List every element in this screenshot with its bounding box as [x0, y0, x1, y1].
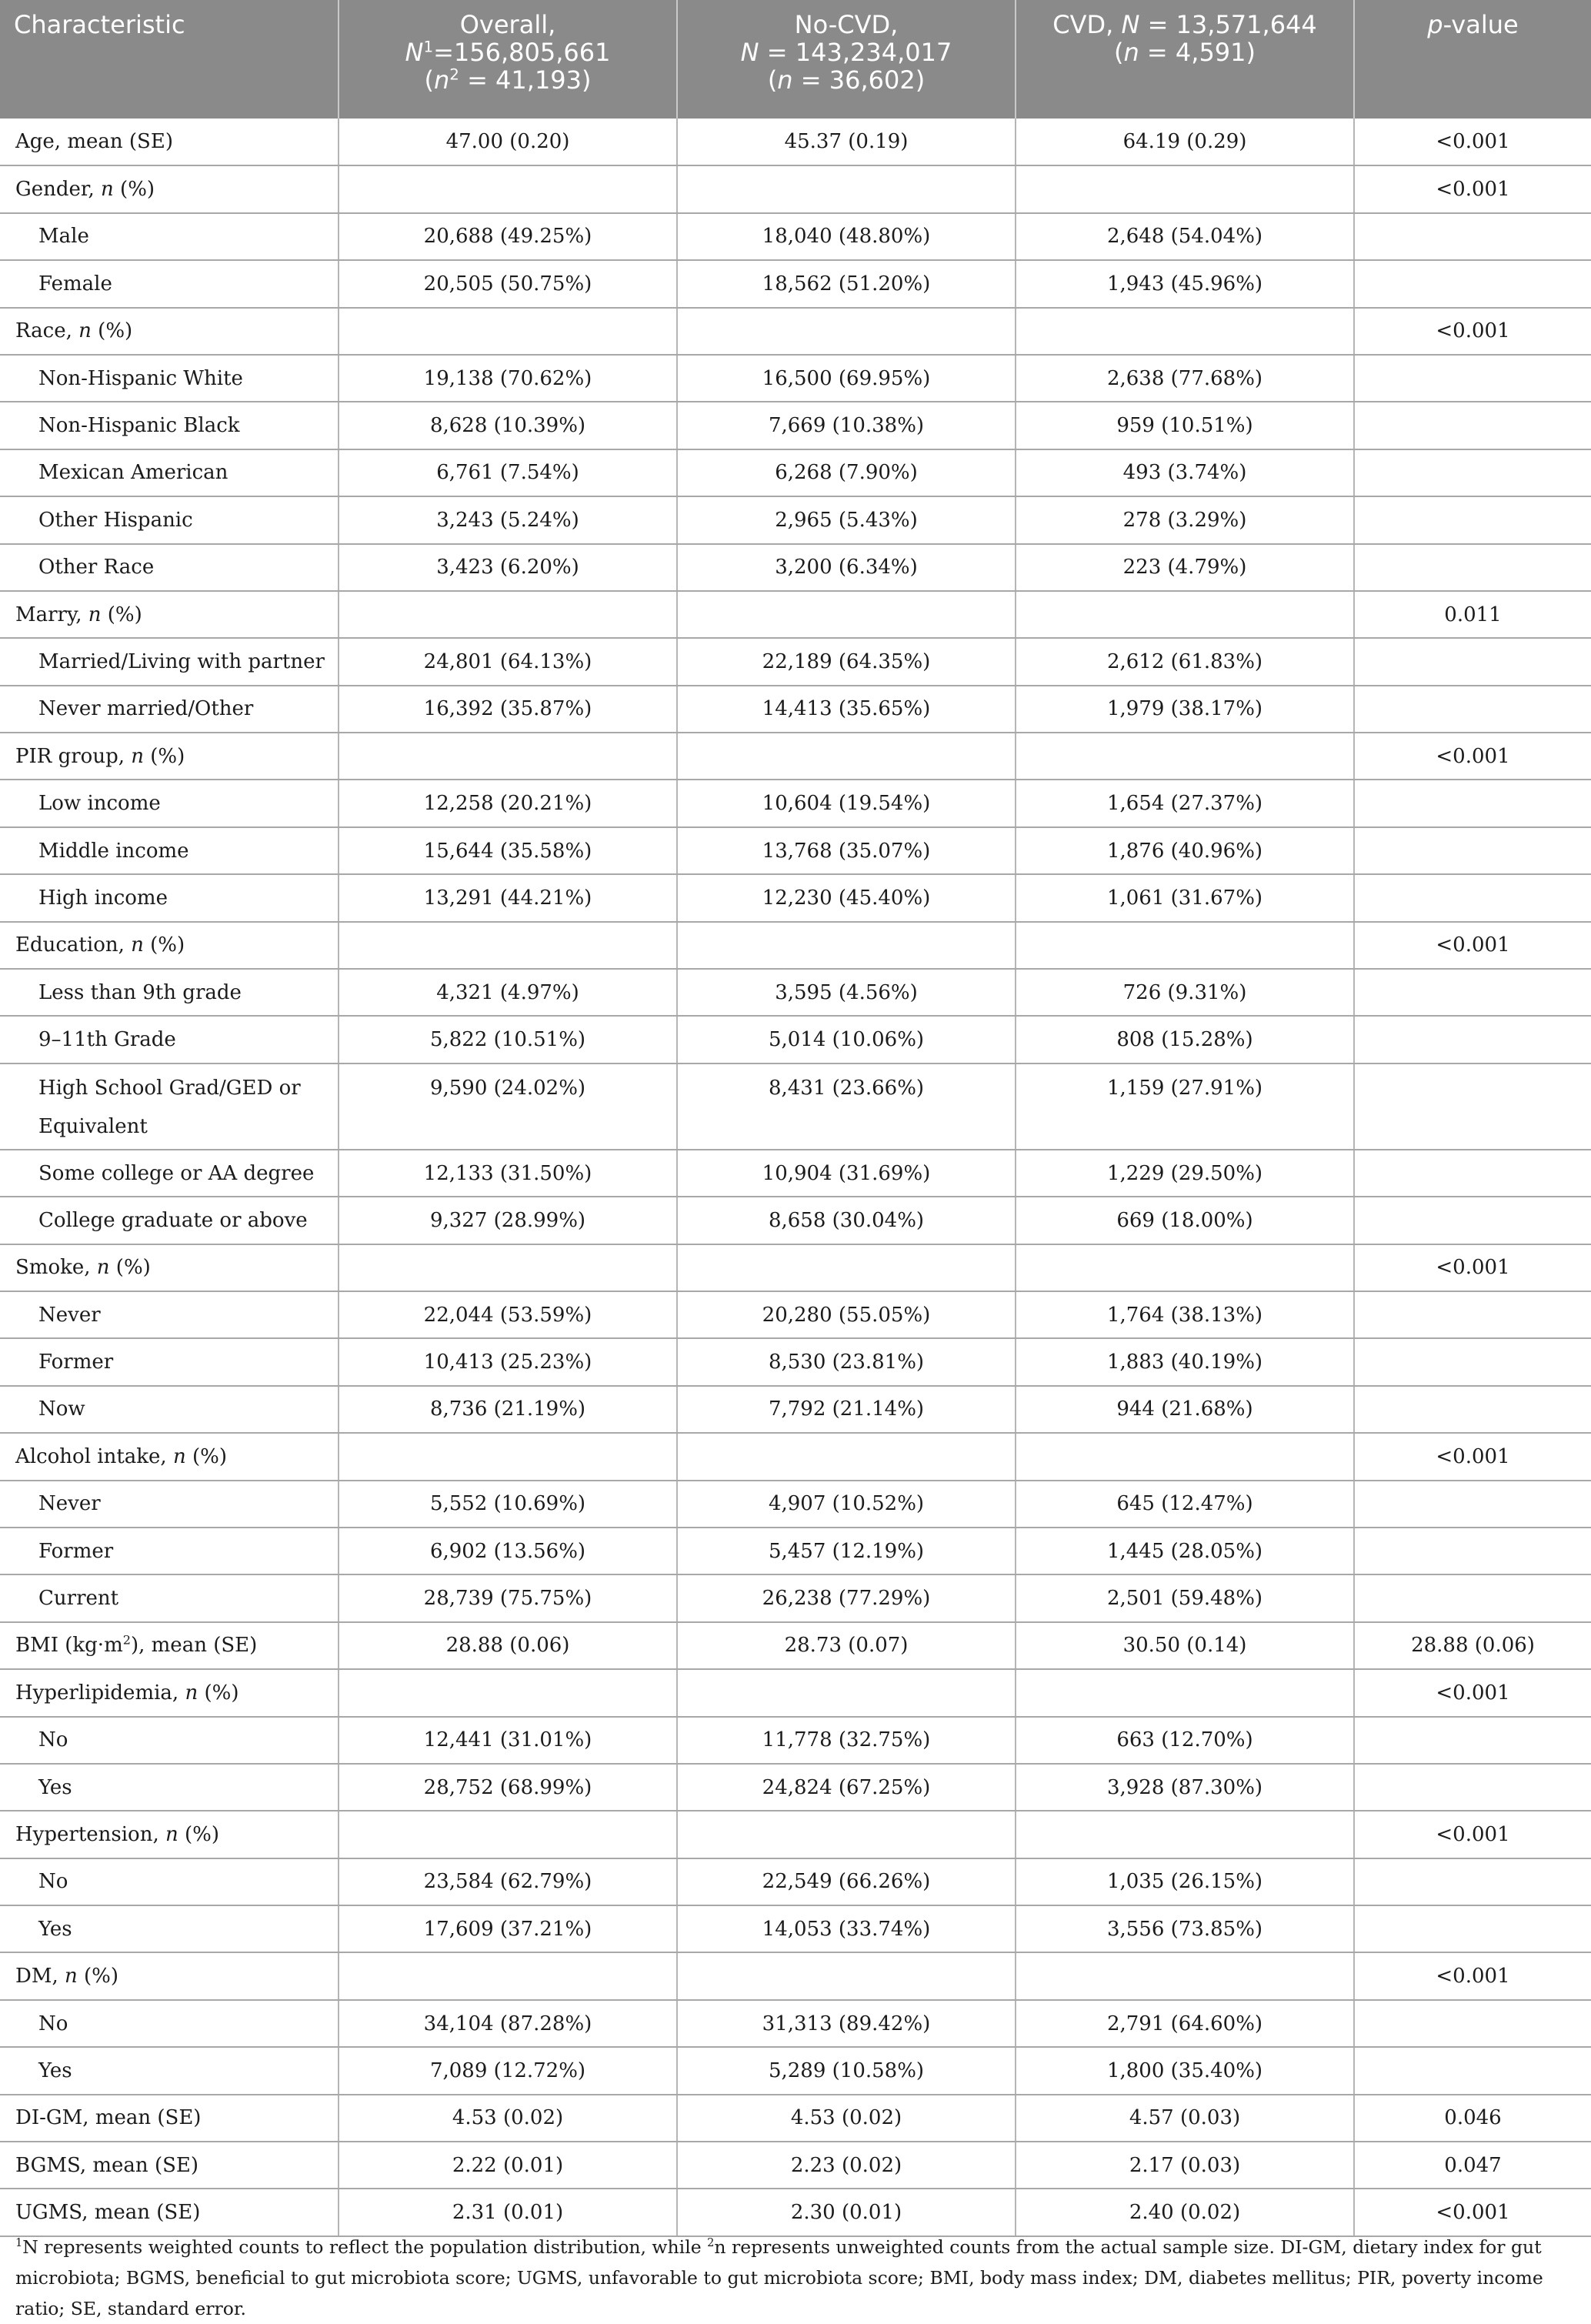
cell-cvd: [1016, 1433, 1354, 1480]
header-cvd-line2: (n = 4,591): [1113, 38, 1256, 67]
cell-cvd: 1,159 (27.91%): [1016, 1063, 1354, 1150]
cell-p-value: <0.001: [1354, 119, 1591, 165]
cell-overall: 4,321 (4.97%): [339, 969, 677, 1016]
cell-p-value: [1354, 2000, 1591, 2047]
row-label: No: [0, 1858, 339, 1905]
row-label: Smoke, n (%): [0, 1244, 339, 1291]
cell-p-value: [1354, 1528, 1591, 1574]
cell-p-value: <0.001: [1354, 1669, 1591, 1716]
cell-no-cvd: 14,413 (35.65%): [677, 686, 1016, 733]
cell-overall: 12,133 (31.50%): [339, 1150, 677, 1197]
cell-cvd: 3,556 (73.85%): [1016, 1905, 1354, 1952]
row-label: Former: [0, 1528, 339, 1574]
row-label: Married/Living with partner: [0, 638, 339, 685]
cell-no-cvd: 4.53 (0.02): [677, 2095, 1016, 2142]
cell-no-cvd: [677, 922, 1016, 969]
cell-no-cvd: 28.73 (0.07): [677, 1622, 1016, 1669]
row-label: Less than 9th grade: [0, 969, 339, 1016]
cell-cvd: 1,764 (38.13%): [1016, 1291, 1354, 1338]
cell-p-value: [1354, 1905, 1591, 1952]
cell-overall: 2.22 (0.01): [339, 2142, 677, 2189]
row-label: High School Grad/GED or Equivalent: [0, 1063, 339, 1150]
cell-cvd: [1016, 591, 1354, 638]
table-row: [0, 260, 1591, 307]
table-row: [0, 1622, 1591, 1669]
cell-no-cvd: 5,014 (10.06%): [677, 1016, 1016, 1063]
cell-p-value: <0.001: [1354, 1433, 1591, 1480]
table-row: [0, 1244, 1591, 1291]
cell-p-value: 0.047: [1354, 2142, 1591, 2189]
cell-cvd: 1,883 (40.19%): [1016, 1338, 1354, 1385]
cell-no-cvd: 2,965 (5.43%): [677, 496, 1016, 543]
row-label: DI-GM, mean (SE): [0, 2095, 339, 2142]
row-label: Other Race: [0, 544, 339, 591]
table-row: [0, 922, 1591, 969]
header-cvd: [1016, 0, 1354, 119]
cell-overall: 17,609 (37.21%): [339, 1905, 677, 1952]
header-no-cvd-line3: (n = 36,602): [767, 65, 926, 95]
row-label: Never married/Other: [0, 686, 339, 733]
cell-overall: [339, 1244, 677, 1291]
table-row: [0, 827, 1591, 874]
row-label: Other Hispanic: [0, 496, 339, 543]
table-row: [0, 1574, 1591, 1621]
cell-overall: 5,552 (10.69%): [339, 1481, 677, 1528]
cell-p-value: [1354, 544, 1591, 591]
cell-p-value: <0.001: [1354, 733, 1591, 780]
cell-overall: 28.88 (0.06): [339, 1622, 677, 1669]
cell-cvd: 669 (18.00%): [1016, 1197, 1354, 1244]
row-label: Yes: [0, 1905, 339, 1952]
cell-cvd: [1016, 922, 1354, 969]
cell-p-value: [1354, 1150, 1591, 1197]
row-label: Race, n (%): [0, 308, 339, 355]
cell-p-value: [1354, 1016, 1591, 1063]
row-label: Middle income: [0, 827, 339, 874]
table-row: [0, 1669, 1591, 1716]
row-label: UGMS, mean (SE): [0, 2189, 339, 2236]
table-row: [0, 1811, 1591, 1858]
cell-cvd: 808 (15.28%): [1016, 1016, 1354, 1063]
cell-cvd: 278 (3.29%): [1016, 496, 1354, 543]
table-row: [0, 1858, 1591, 1905]
cell-p-value: <0.001: [1354, 165, 1591, 212]
cell-p-value: <0.001: [1354, 922, 1591, 969]
table-row: [0, 496, 1591, 543]
cell-no-cvd: 13,768 (35.07%): [677, 827, 1016, 874]
cell-overall: 2.31 (0.01): [339, 2189, 677, 2236]
cell-no-cvd: 3,200 (6.34%): [677, 544, 1016, 591]
cell-overall: 6,902 (13.56%): [339, 1528, 677, 1574]
table-row: [0, 355, 1591, 402]
cell-p-value: [1354, 1197, 1591, 1244]
table-row: [0, 874, 1591, 921]
header-overall-line2: $N^1=156,805,661$: [405, 38, 611, 67]
cell-no-cvd: 24,824 (67.25%): [677, 1764, 1016, 1811]
cell-no-cvd: 8,530 (23.81%): [677, 1338, 1016, 1385]
cell-p-value: [1354, 1574, 1591, 1621]
cell-no-cvd: 18,562 (51.20%): [677, 260, 1016, 307]
header-p-value: p-value: [1354, 0, 1591, 119]
table-row: [0, 733, 1591, 780]
cell-cvd: [1016, 165, 1354, 212]
table-row: [0, 1433, 1591, 1480]
table-row: [0, 780, 1591, 826]
table-footnote: $^1$N represents weighted counts to reflect the population distribution, while $^2$n represents unweighted counts from the actual sample size. DI-GM, dietary index for gut microbiota; BGMS, beneficial to gut microbiota score; UGMS, unfavorable to gut microbiota score; BMI, body mass index; DM, diabetes mellitus; PIR, poverty income ratio; SE, standard error.: [15, 2236, 1543, 2319]
row-label: Hypertension, n (%): [0, 1811, 339, 1858]
cell-no-cvd: [677, 165, 1016, 212]
table-body: [0, 119, 1591, 2236]
cell-no-cvd: 10,904 (31.69%): [677, 1150, 1016, 1197]
cell-overall: 9,590 (24.02%): [339, 1063, 677, 1150]
cell-p-value: [1354, 449, 1591, 496]
table-header: [0, 0, 1591, 119]
cell-no-cvd: 26,238 (77.29%): [677, 1574, 1016, 1621]
row-label: BGMS, mean (SE): [0, 2142, 339, 2189]
cell-p-value: [1354, 402, 1591, 449]
cell-overall: 28,752 (68.99%): [339, 1764, 677, 1811]
cell-p-value: [1354, 827, 1591, 874]
cell-cvd: 2,791 (64.60%): [1016, 2000, 1354, 2047]
table-row: [0, 1764, 1591, 1811]
cell-cvd: 1,445 (28.05%): [1016, 1528, 1354, 1574]
cell-p-value: [1354, 355, 1591, 402]
cell-no-cvd: 14,053 (33.74%): [677, 1905, 1016, 1952]
cell-no-cvd: [677, 308, 1016, 355]
cell-overall: 34,104 (87.28%): [339, 2000, 677, 2047]
cell-cvd: 944 (21.68%): [1016, 1386, 1354, 1433]
table-row: [0, 686, 1591, 733]
row-label: Former: [0, 1338, 339, 1385]
cell-p-value: [1354, 1858, 1591, 1905]
row-label: Never: [0, 1481, 339, 1528]
table-row: [0, 638, 1591, 685]
row-label: Female: [0, 260, 339, 307]
row-label: Gender, n (%): [0, 165, 339, 212]
table-row: [0, 1905, 1591, 1952]
cell-overall: [339, 733, 677, 780]
cell-cvd: [1016, 1244, 1354, 1291]
cell-p-value: <0.001: [1354, 1952, 1591, 1999]
table-row: [0, 2189, 1591, 2236]
cell-no-cvd: 20,280 (55.05%): [677, 1291, 1016, 1338]
cell-no-cvd: 18,040 (48.80%): [677, 213, 1016, 260]
cell-no-cvd: 31,313 (89.42%): [677, 2000, 1016, 2047]
table-row: [0, 1063, 1591, 1150]
cell-cvd: 1,979 (38.17%): [1016, 686, 1354, 733]
cell-cvd: 726 (9.31%): [1016, 969, 1354, 1016]
header-characteristic: Characteristic: [0, 0, 339, 119]
cell-p-value: [1354, 969, 1591, 1016]
cell-p-value: <0.001: [1354, 1811, 1591, 1858]
cell-overall: 4.53 (0.02): [339, 2095, 677, 2142]
table-row: [0, 1386, 1591, 1433]
table-row: [0, 2000, 1591, 2047]
row-label: Hyperlipidemia, n (%): [0, 1669, 339, 1716]
cell-no-cvd: [677, 591, 1016, 638]
row-label: 9–11th Grade: [0, 1016, 339, 1063]
cell-p-value: [1354, 1063, 1591, 1150]
row-label: Mexican American: [0, 449, 339, 496]
cell-p-value: [1354, 1291, 1591, 1338]
cell-cvd: [1016, 1669, 1354, 1716]
cell-p-value: 28.88 (0.06): [1354, 1622, 1591, 1669]
cell-cvd: [1016, 1811, 1354, 1858]
cell-overall: 19,138 (70.62%): [339, 355, 677, 402]
cell-overall: 8,628 (10.39%): [339, 402, 677, 449]
cell-cvd: 2.40 (0.02): [1016, 2189, 1354, 2236]
cell-overall: 10,413 (25.23%): [339, 1338, 677, 1385]
row-label: High income: [0, 874, 339, 921]
table-row: [0, 969, 1591, 1016]
cell-cvd: 2,638 (77.68%): [1016, 355, 1354, 402]
table-row: [0, 1150, 1591, 1197]
cell-no-cvd: 45.37 (0.19): [677, 119, 1016, 165]
cell-no-cvd: [677, 1433, 1016, 1480]
cell-no-cvd: 4,907 (10.52%): [677, 1481, 1016, 1528]
table-row: [0, 1338, 1591, 1385]
cell-overall: [339, 922, 677, 969]
cell-overall: 20,688 (49.25%): [339, 213, 677, 260]
row-label: Education, n (%): [0, 922, 339, 969]
cell-overall: [339, 308, 677, 355]
cell-p-value: <0.001: [1354, 1244, 1591, 1291]
cell-overall: [339, 1433, 677, 1480]
cell-no-cvd: 3,595 (4.56%): [677, 969, 1016, 1016]
row-label: No: [0, 1717, 339, 1764]
cell-p-value: 0.046: [1354, 2095, 1591, 2142]
cell-p-value: [1354, 1338, 1591, 1385]
cell-overall: 5,822 (10.51%): [339, 1016, 677, 1063]
cell-overall: 3,423 (6.20%): [339, 544, 677, 591]
cell-cvd: 3,928 (87.30%): [1016, 1764, 1354, 1811]
cell-no-cvd: [677, 1669, 1016, 1716]
row-label: Yes: [0, 1764, 339, 1811]
cell-p-value: [1354, 2047, 1591, 2094]
table-row: [0, 2095, 1591, 2142]
table-row: [0, 591, 1591, 638]
cell-cvd: 1,876 (40.96%): [1016, 827, 1354, 874]
row-label: Current: [0, 1574, 339, 1621]
table-row: [0, 2142, 1591, 2189]
cell-overall: 3,243 (5.24%): [339, 496, 677, 543]
cell-p-value: [1354, 1764, 1591, 1811]
cell-overall: [339, 1669, 677, 1716]
cell-no-cvd: [677, 1952, 1016, 1999]
cell-no-cvd: 5,457 (12.19%): [677, 1528, 1016, 1574]
cell-p-value: <0.001: [1354, 308, 1591, 355]
table-row: [0, 165, 1591, 212]
cell-no-cvd: [677, 1811, 1016, 1858]
cell-no-cvd: 5,289 (10.58%): [677, 2047, 1016, 2094]
cell-p-value: [1354, 686, 1591, 733]
cell-overall: [339, 1952, 677, 1999]
cell-no-cvd: [677, 1244, 1016, 1291]
cell-overall: 22,044 (53.59%): [339, 1291, 677, 1338]
table-row: [0, 213, 1591, 260]
cell-p-value: <0.001: [1354, 2189, 1591, 2236]
row-label: DM, n (%): [0, 1952, 339, 1999]
row-label: Low income: [0, 780, 339, 826]
cell-cvd: 493 (3.74%): [1016, 449, 1354, 496]
cell-overall: 6,761 (7.54%): [339, 449, 677, 496]
cell-overall: 12,258 (20.21%): [339, 780, 677, 826]
cell-overall: 24,801 (64.13%): [339, 638, 677, 685]
cell-cvd: 1,229 (29.50%): [1016, 1150, 1354, 1197]
table-row: [0, 544, 1591, 591]
row-label: Non-Hispanic White: [0, 355, 339, 402]
cell-no-cvd: 2.30 (0.01): [677, 2189, 1016, 2236]
table-row: [0, 119, 1591, 165]
row-label: Alcohol intake, n (%): [0, 1433, 339, 1480]
cell-cvd: 663 (12.70%): [1016, 1717, 1354, 1764]
cell-cvd: 2.17 (0.03): [1016, 2142, 1354, 2189]
table-row: [0, 1481, 1591, 1528]
cell-cvd: 4.57 (0.03): [1016, 2095, 1354, 2142]
row-label: Some college or AA degree: [0, 1150, 339, 1197]
table-row: [0, 308, 1591, 355]
row-label: Age, mean (SE): [0, 119, 339, 165]
header-no-cvd: [677, 0, 1016, 119]
row-label: Yes: [0, 2047, 339, 2094]
cell-cvd: [1016, 308, 1354, 355]
cell-no-cvd: 8,658 (30.04%): [677, 1197, 1016, 1244]
cell-overall: [339, 165, 677, 212]
cell-p-value: [1354, 496, 1591, 543]
row-label: Male: [0, 213, 339, 260]
cell-cvd: 1,943 (45.96%): [1016, 260, 1354, 307]
cell-p-value: [1354, 1717, 1591, 1764]
row-label: Never: [0, 1291, 339, 1338]
table-row: [0, 1717, 1591, 1764]
table-row: [0, 402, 1591, 449]
table-row: [0, 1291, 1591, 1338]
cell-no-cvd: 7,792 (21.14%): [677, 1386, 1016, 1433]
header-overall-line3: $(n^2 = 41,193)$: [424, 65, 592, 95]
cell-no-cvd: 7,669 (10.38%): [677, 402, 1016, 449]
header-no-cvd-line1: No-CVD,: [794, 10, 899, 39]
cell-no-cvd: 8,431 (23.66%): [677, 1063, 1016, 1150]
row-label: Now: [0, 1386, 339, 1433]
cell-overall: 13,291 (44.21%): [339, 874, 677, 921]
row-label: College graduate or above: [0, 1197, 339, 1244]
table-row: [0, 449, 1591, 496]
cell-no-cvd: 6,268 (7.90%): [677, 449, 1016, 496]
cell-overall: 9,327 (28.99%): [339, 1197, 677, 1244]
cell-cvd: 223 (4.79%): [1016, 544, 1354, 591]
cell-cvd: 2,501 (59.48%): [1016, 1574, 1354, 1621]
cell-p-value: [1354, 780, 1591, 826]
cell-p-value: [1354, 1481, 1591, 1528]
cell-overall: 15,644 (35.58%): [339, 827, 677, 874]
cell-overall: 20,505 (50.75%): [339, 260, 677, 307]
cell-cvd: 1,061 (31.67%): [1016, 874, 1354, 921]
row-label: No: [0, 2000, 339, 2047]
cell-cvd: [1016, 1952, 1354, 1999]
cell-no-cvd: 10,604 (19.54%): [677, 780, 1016, 826]
cell-no-cvd: 11,778 (32.75%): [677, 1717, 1016, 1764]
table-row: [0, 1197, 1591, 1244]
cell-cvd: 645 (12.47%): [1016, 1481, 1354, 1528]
cell-cvd: 1,035 (26.15%): [1016, 1858, 1354, 1905]
header-row: [0, 0, 1591, 119]
header-overall: [339, 0, 677, 119]
cell-overall: 12,441 (31.01%): [339, 1717, 677, 1764]
row-label: BMI $(kg\cdot m^2)$, mean (SE): [0, 1622, 339, 1669]
cell-overall: 16,392 (35.87%): [339, 686, 677, 733]
cell-cvd: 1,800 (35.40%): [1016, 2047, 1354, 2094]
cell-cvd: 1,654 (27.37%): [1016, 780, 1354, 826]
table-row: [0, 1016, 1591, 1063]
row-label: Non-Hispanic Black: [0, 402, 339, 449]
cell-overall: [339, 1811, 677, 1858]
cell-overall: 47.00 (0.20): [339, 119, 677, 165]
cell-cvd: 2,648 (54.04%): [1016, 213, 1354, 260]
cell-p-value: 0.011: [1354, 591, 1591, 638]
header-overall-line1: Overall,: [459, 10, 556, 39]
cell-no-cvd: [677, 733, 1016, 780]
header-cvd-line1: CVD, N = 13,571,644: [1052, 10, 1317, 39]
cell-no-cvd: 22,189 (64.35%): [677, 638, 1016, 685]
cell-cvd: 30.50 (0.14): [1016, 1622, 1354, 1669]
table-row: [0, 2047, 1591, 2094]
cell-p-value: [1354, 260, 1591, 307]
cell-p-value: [1354, 874, 1591, 921]
cell-no-cvd: 2.23 (0.02): [677, 2142, 1016, 2189]
cell-p-value: [1354, 638, 1591, 685]
cell-cvd: 2,612 (61.83%): [1016, 638, 1354, 685]
cell-overall: 23,584 (62.79%): [339, 1858, 677, 1905]
cell-no-cvd: 12,230 (45.40%): [677, 874, 1016, 921]
table-row: [0, 1952, 1591, 1999]
header-no-cvd-line2: N = 143,234,017: [740, 38, 952, 67]
table-row: [0, 1528, 1591, 1574]
row-label: Marry, n (%): [0, 591, 339, 638]
cell-overall: 7,089 (12.72%): [339, 2047, 677, 2094]
cell-overall: 28,739 (75.75%): [339, 1574, 677, 1621]
cell-cvd: 959 (10.51%): [1016, 402, 1354, 449]
cell-overall: [339, 591, 677, 638]
cell-p-value: [1354, 1386, 1591, 1433]
cell-cvd: [1016, 733, 1354, 780]
cell-cvd: 64.19 (0.29): [1016, 119, 1354, 165]
cell-no-cvd: 22,549 (66.26%): [677, 1858, 1016, 1905]
cell-overall: 8,736 (21.19%): [339, 1386, 677, 1433]
cell-p-value: [1354, 213, 1591, 260]
cell-no-cvd: 16,500 (69.95%): [677, 355, 1016, 402]
row-label: PIR group, n (%): [0, 733, 339, 780]
